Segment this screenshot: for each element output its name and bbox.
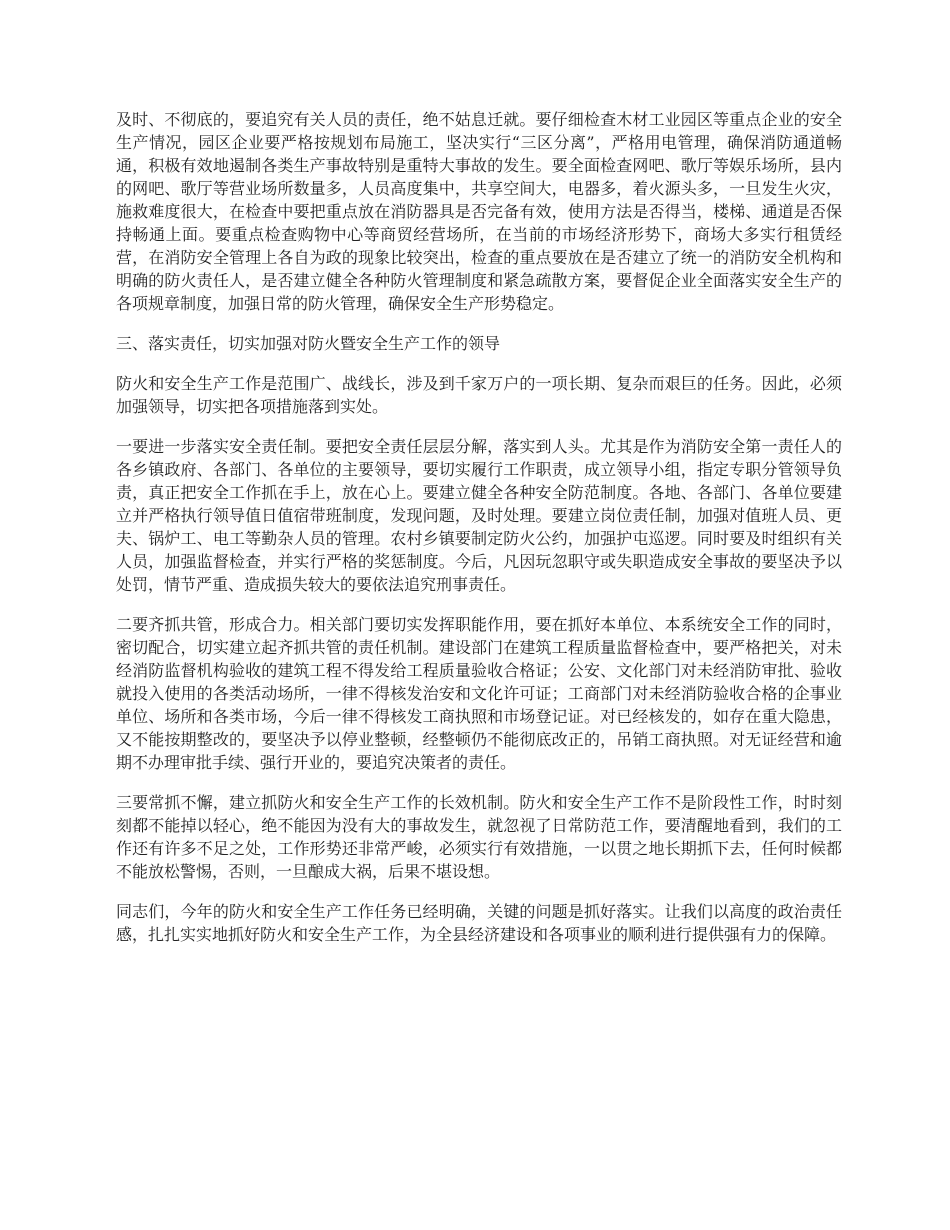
section-heading-three: 三、落实责任，切实加强对防火暨安全生产工作的领导 <box>116 334 501 353</box>
document-body <box>116 108 842 963</box>
paragraph-inspection-focus: 及时、不彻底的，要追究有关人员的责任，绝不姑息迁就。要仔细检查木材工业园区等重点企业的安全生产情况，园区企业要严格按规划布局施工，坚决实行“三区分离”，严格用电管理，确保消防通道畅通，积极有效地遏制各类生产事故特别是重特大事故的发生。要全面检查网吧、歌厅等娱乐场所，县内的网吧、歌厅等营业场所数量多，人员高度集中，共享空间大，电器多，着火源头多，一旦发生火灾，施救难度很大，在检查中要把重点放在消防器具是否完备有效，使用方法是否得当，楼梯、通道是否保持畅通上面。要重点检查购物中心等商贸经营场所，在当前的市场经济形势下，商场大多实行租赁经营，在消防安全管理上各自为政的现象比较突出，检查的重点要放在是否建立了统一的消防安全机构和明确的防火责任人，是否建立健全各种防火管理制度和紧急疏散方案，要督促企业全面落实安全生产的各项规章制度，加强日常的防火管理，确保安全生产形势稳定。 <box>116 110 842 313</box>
paragraph-responsibility-system: 一要进一步落实安全责任制。要把安全责任层层分解，落实到人头。尤其是作为消防安全第一责任人的各乡镇政府、各部门、各单位的主要领导，要切实履行工作职责，成立领导小组，指定专职分管领导负责，真正把安全工作抓在手上，放在心上。要建立健全各种安全防范制度。各地、各部门、各单位要建立并严格执行领导值日值宿带班制度，发现问题，及时处理。要建立岗位责任制，加强对值班人员、更夫、锅炉工、电工等勤杂人员的管理。农村乡镇要制定防火公约，加强护屯巡逻。同时要及时组织有关人员，加强监督检查，并实行严格的奖惩制度。今后，凡因玩忽职守或失职造成安全事故的要坚决予以处罚，情节严重、造成损失较大的要依法追究刑事责任。 <box>116 437 842 594</box>
paragraph-joint-management: 二要齐抓共管，形成合力。相关部门要切实发挥职能作用，要在抓好本单位、本系统安全工作的同时，密切配合，切实建立起齐抓共管的责任机制。建设部门在建筑工程质量监督检查中，要严格把关，对未经消防监督机构验收的建筑工程不得发给工程质量验收合格证；公安、文化部门对未经消防审批、验收就投入使用的各类活动场所，一律不得核发治安和文化许可证；工商部门对未经消防验收合格的企事业单位、场所和各类市场，今后一律不得核发工商执照和市场登记证。对已经核发的，如存在重大隐患，又不能按期整改的，要坚决予以停业整顿，经整顿仍不能彻底改正的，吊销工商执照。对无证经营和逾期不办理审批手续、强行开业的，要追究决策者的责任。 <box>116 615 842 772</box>
paragraph-closing: 同志们，今年的防火和安全生产工作任务已经明确，关键的问题是抓好落实。让我们以高度的政治责任感，扎扎实实地抓好防火和安全生产工作，为全县经济建设和各项事业的顺利进行提供强有力的保障。 <box>116 902 842 944</box>
paragraph-leadership-intro: 防火和安全生产工作是范围广、战线长，涉及到千家万户的一项长期、复杂而艰巨的任务。因此，必须加强领导，切实把各项措施落到实处。 <box>116 374 842 416</box>
paragraph-long-term-mechanism: 三要常抓不懈，建立抓防火和安全生产工作的长效机制。防火和安全生产工作不是阶段性工作，时时刻刻都不能掉以轻心，绝不能因为没有大的事故发生，就忽视了日常防范工作，要清醒地看到，我们的工作还有许多不足之处，工作形势还非常严峻，必须实行有效措施，一以贯之地长期抓下去，任何时候都不能放松警惕，否则，一旦酿成大祸，后果不堪设想。 <box>116 793 842 881</box>
